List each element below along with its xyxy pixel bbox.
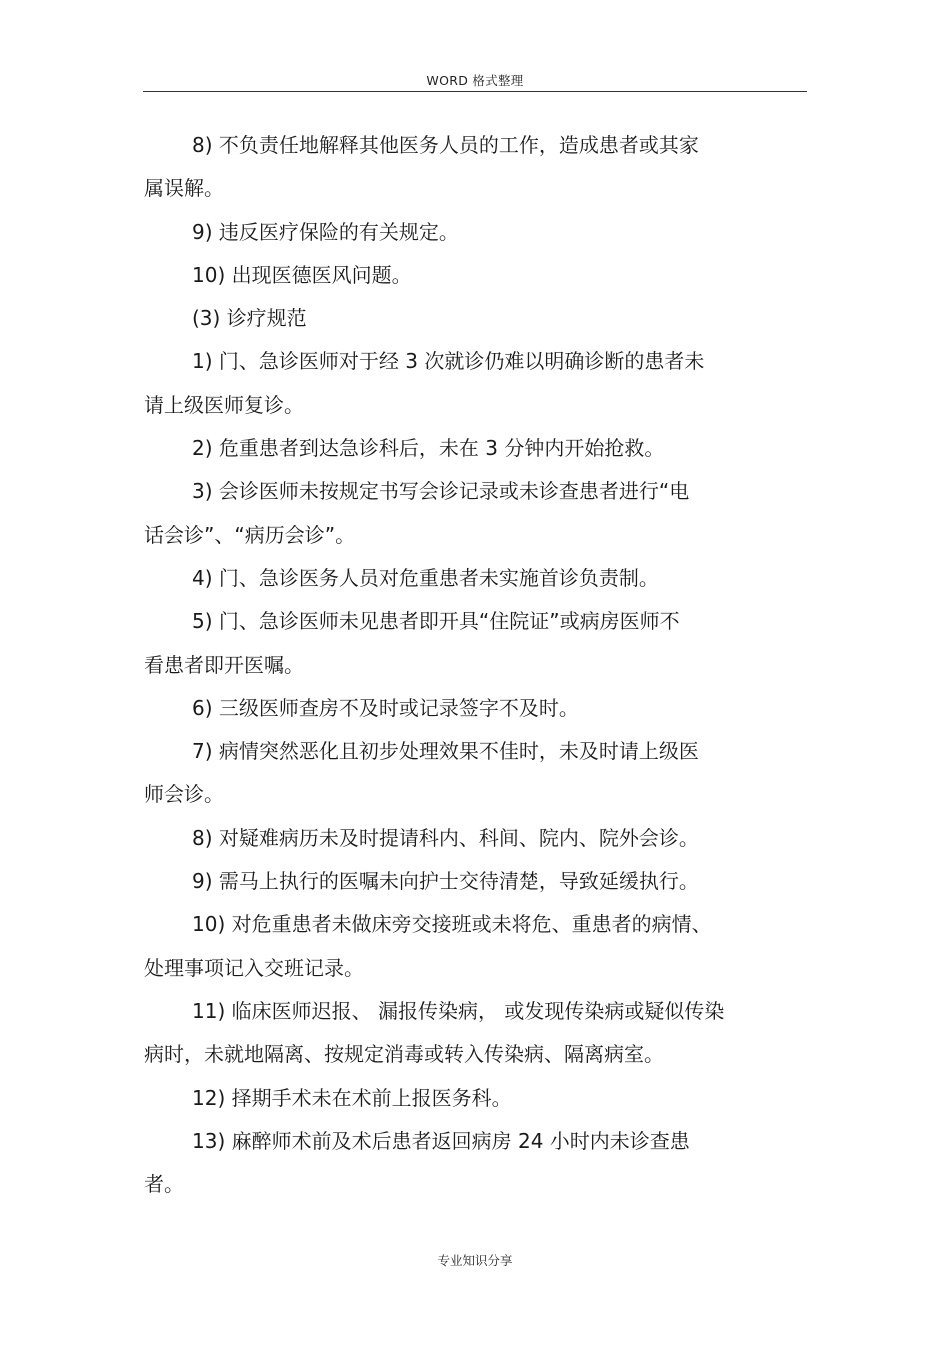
- paragraph-line: 病时，未就地隔离、按规定消毒或转入传染病、隔离病室。: [144, 1042, 664, 1067]
- paragraph: [144, 730, 794, 817]
- paragraph-line: 4) 门、急诊医务人员对危重患者未实施首诊负责制。: [192, 565, 659, 590]
- paragraph: [144, 600, 794, 687]
- paragraph-line: 师会诊。: [144, 782, 224, 807]
- section-heading: [144, 297, 794, 340]
- paragraph-line: 2) 危重患者到达急诊科后，未在 3 分钟内开始抢救。: [192, 436, 665, 461]
- paragraph: [144, 557, 794, 600]
- paragraph-line: 8) 对疑难病历未及时提请科内、科间、院内、院外会诊。: [192, 825, 699, 850]
- paragraph: [144, 903, 794, 990]
- paragraph: [144, 860, 794, 903]
- paragraph-line: (3) 诊疗规范: [192, 306, 307, 331]
- paragraph: [144, 124, 794, 211]
- paragraph: [144, 817, 794, 860]
- paragraph: [144, 427, 794, 470]
- paragraph: [144, 1120, 794, 1207]
- paragraph-line: 9) 违反医疗保险的有关规定。: [192, 219, 459, 244]
- paragraph-line: 10) 出现医德医风问题。: [192, 262, 412, 287]
- paragraph: [144, 340, 794, 427]
- page-footer: 专业知识分享: [437, 1253, 513, 1268]
- paragraph: [144, 470, 794, 557]
- paragraph: [144, 687, 794, 730]
- paragraph: [144, 254, 794, 297]
- paragraph-line: 话会诊”、“病历会诊”。: [144, 522, 356, 547]
- paragraph-line: 者。: [144, 1172, 184, 1197]
- paragraph-line: 13) 麻醉师术前及术后患者返回病房 24 小时内未诊查患: [192, 1128, 690, 1153]
- paragraph-line: 3) 会诊医师未按规定书写会诊记录或未诊查患者进行“电: [192, 479, 690, 504]
- paragraph-line: 看患者即开医嘱。: [144, 652, 304, 677]
- paragraph-line: 8) 不负责任地解释其他医务人员的工作，造成患者或其家: [192, 133, 699, 157]
- paragraph-line: 5) 门、急诊医师未见患者即开具“住院证”或病房医师不: [192, 609, 680, 634]
- paragraph: [144, 1077, 794, 1120]
- paragraph: [144, 211, 794, 254]
- document-body: [144, 124, 794, 1206]
- paragraph-line: 处理事项记入交班记录。: [144, 955, 364, 980]
- paragraph-line: 12) 择期手术未在术前上报医务科。: [192, 1085, 512, 1110]
- paragraph-line: 9) 需马上执行的医嘱未向护士交待清楚，导致延缓执行。: [192, 869, 699, 894]
- header-divider: [143, 91, 807, 92]
- paragraph-line: 10) 对危重患者未做床旁交接班或未将危、重患者的病情、: [192, 912, 712, 937]
- paragraph-line: 11) 临床医师迟报、 漏报传染病， 或发现传染病或疑似传染: [192, 998, 725, 1023]
- paragraph-line: 属误解。: [144, 176, 224, 201]
- paragraph: [144, 990, 794, 1077]
- paragraph-line: 6) 三级医师查房不及时或记录签字不及时。: [192, 695, 579, 720]
- paragraph-line: 请上级医师复诊。: [144, 392, 304, 417]
- paragraph-line: 1) 门、急诊医师对于经 3 次就诊仍难以明确诊断的患者未: [192, 349, 705, 374]
- page-header: WORD 格式整理: [426, 73, 524, 88]
- paragraph-line: 7) 病情突然恶化且初步处理效果不佳时，未及时请上级医: [192, 739, 699, 764]
